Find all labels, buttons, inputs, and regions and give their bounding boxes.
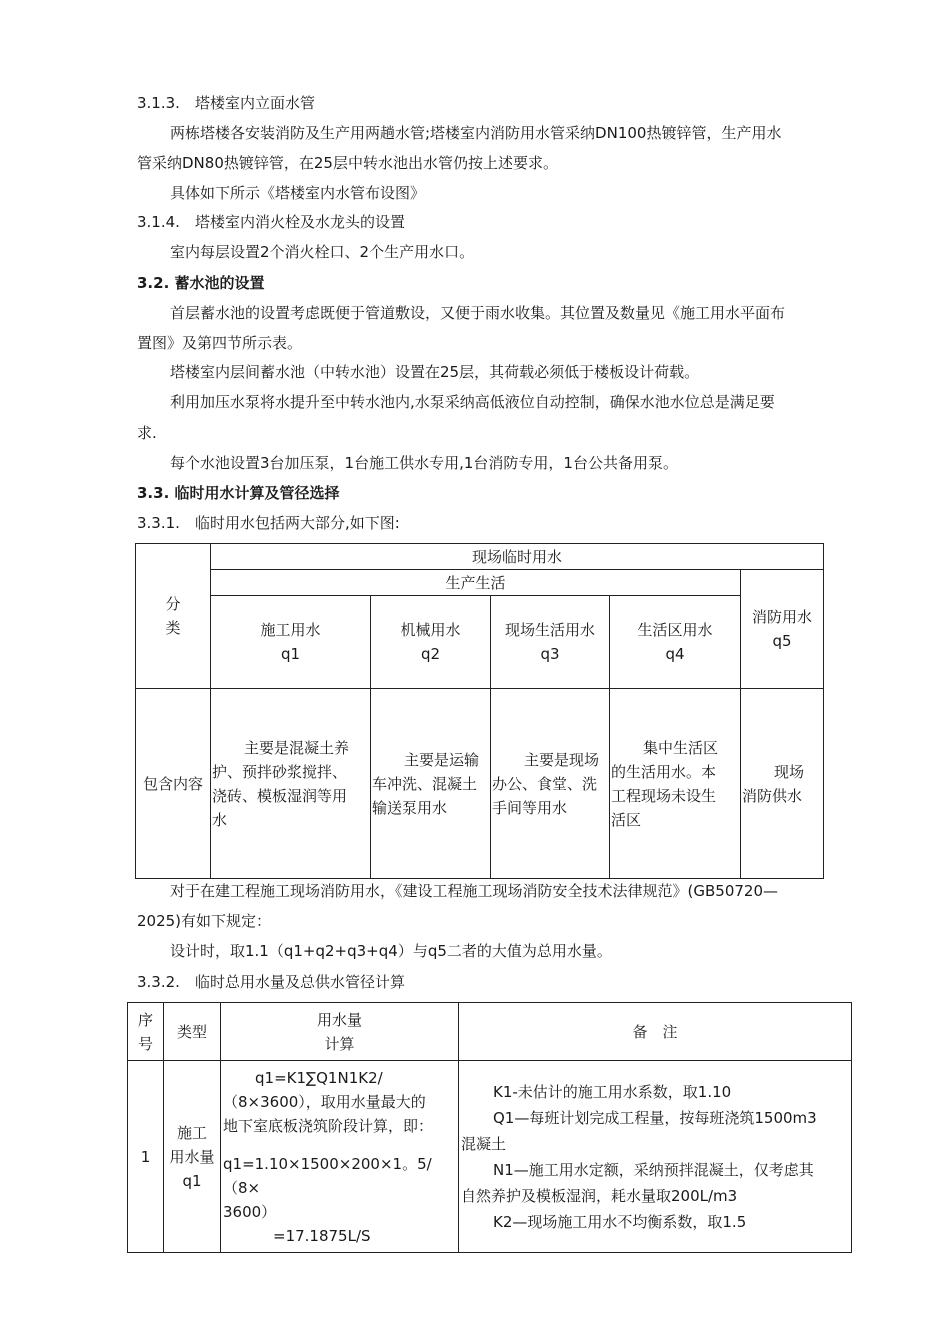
category-header-cell bbox=[136, 544, 211, 689]
calc-line: 3600） bbox=[223, 1202, 277, 1221]
content-line: 浇砖、模板湿润等用 bbox=[212, 786, 348, 805]
header-note: 备 注 bbox=[459, 1003, 852, 1061]
heading-number: 3.3.1. bbox=[137, 514, 180, 532]
paragraph-line: 首层蓄水池的设置考虑既便于管道敷设，又便于雨水收集。其位置及数量见《施工用水平面布 bbox=[170, 304, 786, 322]
col-name: 机械用水 bbox=[400, 621, 461, 639]
col-header-q5 bbox=[741, 570, 824, 689]
production-living-header: 生产生活 bbox=[211, 570, 741, 596]
content-line: 护、预拌砂浆搅拌、 bbox=[212, 762, 348, 781]
col-name: 施工用水 bbox=[260, 621, 321, 639]
paragraph-line: 塔楼室内层间蓄水池（中转水池）设置在25层，其荷载必须低于楼板设计荷载。 bbox=[170, 363, 700, 381]
paragraph-line: 设计时，取1.1（q1+q2+q3+q4）与q5二者的大值为总用水量。 bbox=[170, 942, 612, 960]
content-line: 水 bbox=[212, 810, 228, 829]
paragraph-line: 利用加压水泵将水提升至中转水池内,水泵采纳高低液位自动控制，确保水池水位总是满足要 bbox=[170, 393, 775, 411]
content-line: 主要是现场 bbox=[524, 750, 600, 769]
header-text: 号 bbox=[137, 1034, 153, 1053]
note-line: N1—施工用水定额，采纳预拌混凝土，仅考虑其 bbox=[493, 1160, 814, 1179]
heading-3-3: 3.3. 临时用水计算及管径选择 bbox=[137, 484, 340, 502]
heading-number: 3.1.4. bbox=[137, 213, 180, 231]
header-seq bbox=[128, 1003, 164, 1061]
col-name: 消防用水 bbox=[751, 608, 812, 626]
col-name: 生活区用水 bbox=[637, 621, 713, 639]
col-header-q3 bbox=[491, 596, 610, 689]
total-water-calc-table bbox=[127, 1002, 852, 1253]
content-line: 集中生活区 bbox=[643, 738, 719, 757]
heading-3-1-3 bbox=[137, 93, 315, 113]
calc-line: 地下室底板浇筑阶段计算，即： bbox=[223, 1116, 434, 1135]
col-code: q4 bbox=[665, 645, 685, 663]
heading-title: 临时用水包括两大部分,如下图: bbox=[195, 514, 400, 532]
header-calc bbox=[221, 1003, 459, 1061]
content-cell-q3 bbox=[491, 689, 610, 879]
content-label-cell: 包含内容 bbox=[136, 689, 211, 879]
col-code: q5 bbox=[772, 632, 792, 650]
paragraph-line: 置图》及第四节所示表。 bbox=[137, 334, 303, 352]
note-line: 混凝土 bbox=[461, 1134, 507, 1153]
header-text: 用水量 bbox=[316, 1010, 362, 1029]
col-header-q4 bbox=[610, 596, 741, 689]
calc-line: q1=1.10×1500×200×1。5/（8× bbox=[223, 1154, 432, 1197]
calc-line: （8×3600），取用水量最大的 bbox=[223, 1092, 426, 1111]
heading-number: 3.3.2. bbox=[137, 973, 180, 991]
col-code: q3 bbox=[540, 645, 560, 663]
site-water-header: 现场临时用水 bbox=[211, 544, 824, 570]
heading-3-3-2 bbox=[137, 972, 405, 992]
content-line: 输送泵用水 bbox=[372, 798, 448, 817]
paragraph-line: 具体如下所示《塔楼室内水管布设图》 bbox=[170, 184, 426, 202]
type-text: 施工 bbox=[176, 1123, 207, 1142]
header-type: 类型 bbox=[164, 1003, 221, 1061]
content-line: 主要是运输 bbox=[404, 750, 480, 769]
water-usage-category-table bbox=[135, 543, 824, 879]
content-line: 手间等用水 bbox=[492, 798, 568, 817]
content-line: 现场 bbox=[774, 762, 805, 781]
header-text: 计算 bbox=[324, 1034, 355, 1053]
paragraph-line: 两栋塔楼各安装消防及生产用两趟水管;塔楼室内消防用水管采纳DN100热镀锌管，生产用水 bbox=[170, 124, 782, 142]
header-text: 序 bbox=[137, 1010, 153, 1029]
content-line: 主要是混凝土养 bbox=[244, 738, 350, 757]
heading-3-1-4 bbox=[137, 212, 405, 232]
col-code: q2 bbox=[420, 645, 441, 663]
paragraph-line: 室内每层设置2个消火栓口、2个生产用水口。 bbox=[170, 243, 475, 261]
heading-title: 塔楼室内立面水管 bbox=[195, 94, 316, 112]
content-line: 的生活用水。本 bbox=[611, 762, 717, 781]
note-line: K2—现场施工用水不均衡系数，取1.5 bbox=[493, 1212, 747, 1231]
content-line: 工程现场未设生 bbox=[611, 786, 717, 805]
content-cell-q2 bbox=[371, 689, 491, 879]
heading-title: 塔楼室内消火栓及水龙头的设置 bbox=[195, 213, 406, 231]
heading-title: 临时总用水量及总供水管径计算 bbox=[195, 973, 406, 991]
col-header-q2 bbox=[371, 596, 491, 689]
paragraph-line: 管采纳DN80热镀锌管，在25层中转水池出水管仍按上述要求。 bbox=[137, 154, 558, 172]
calc-line: q1=K1∑Q1N1K2/ bbox=[255, 1068, 383, 1087]
paragraph-line: 求. bbox=[137, 424, 157, 442]
type-text: 用水量 bbox=[169, 1147, 215, 1166]
content-cell-q1 bbox=[211, 689, 371, 879]
content-cell-q4 bbox=[610, 689, 741, 879]
col-code: q1 bbox=[280, 645, 301, 663]
category-label: 类 bbox=[165, 619, 181, 637]
heading-number: 3.1.3. bbox=[137, 94, 180, 112]
content-line: 消防供水 bbox=[742, 786, 803, 805]
col-name: 现场生活用水 bbox=[504, 621, 595, 639]
content-cell-q5 bbox=[741, 689, 824, 879]
note-line: 自然养护及模板湿润，耗水量取200L/m3 bbox=[461, 1186, 738, 1205]
col-header-q1 bbox=[211, 596, 371, 689]
row1-calc bbox=[221, 1061, 459, 1253]
category-label: 分 bbox=[165, 595, 181, 613]
content-line: 办公、食堂、洗 bbox=[492, 774, 598, 793]
heading-3-3-1 bbox=[137, 513, 400, 533]
paragraph-line: 对于在建工程施工现场消防用水，《建设工程施工现场消防安全技术法律规范》(GB50720— bbox=[170, 882, 778, 900]
paragraph-line: 每个水池设置3台加压泵，1台施工供水专用,1台消防专用，1台公共备用泵。 bbox=[170, 454, 678, 472]
paragraph-line: 2025)有如下规定： bbox=[137, 912, 272, 930]
type-text: q1 bbox=[182, 1171, 202, 1190]
row1-notes bbox=[459, 1061, 852, 1253]
note-line: Q1—每班计划完成工程量，按每班浇筑1500m3 bbox=[493, 1108, 817, 1127]
calc-line: =17.1875L/S bbox=[273, 1226, 371, 1245]
content-line: 车冲洗、混凝土 bbox=[372, 774, 478, 793]
content-line: 活区 bbox=[611, 810, 642, 829]
row1-type bbox=[164, 1061, 221, 1253]
note-line: K1-未估计的施工用水系数，取1.10 bbox=[493, 1082, 732, 1101]
heading-3-2: 3.2. 蓄水池的设置 bbox=[137, 274, 265, 292]
row1-seq: 1 bbox=[128, 1061, 164, 1253]
calc-line bbox=[223, 1138, 456, 1152]
